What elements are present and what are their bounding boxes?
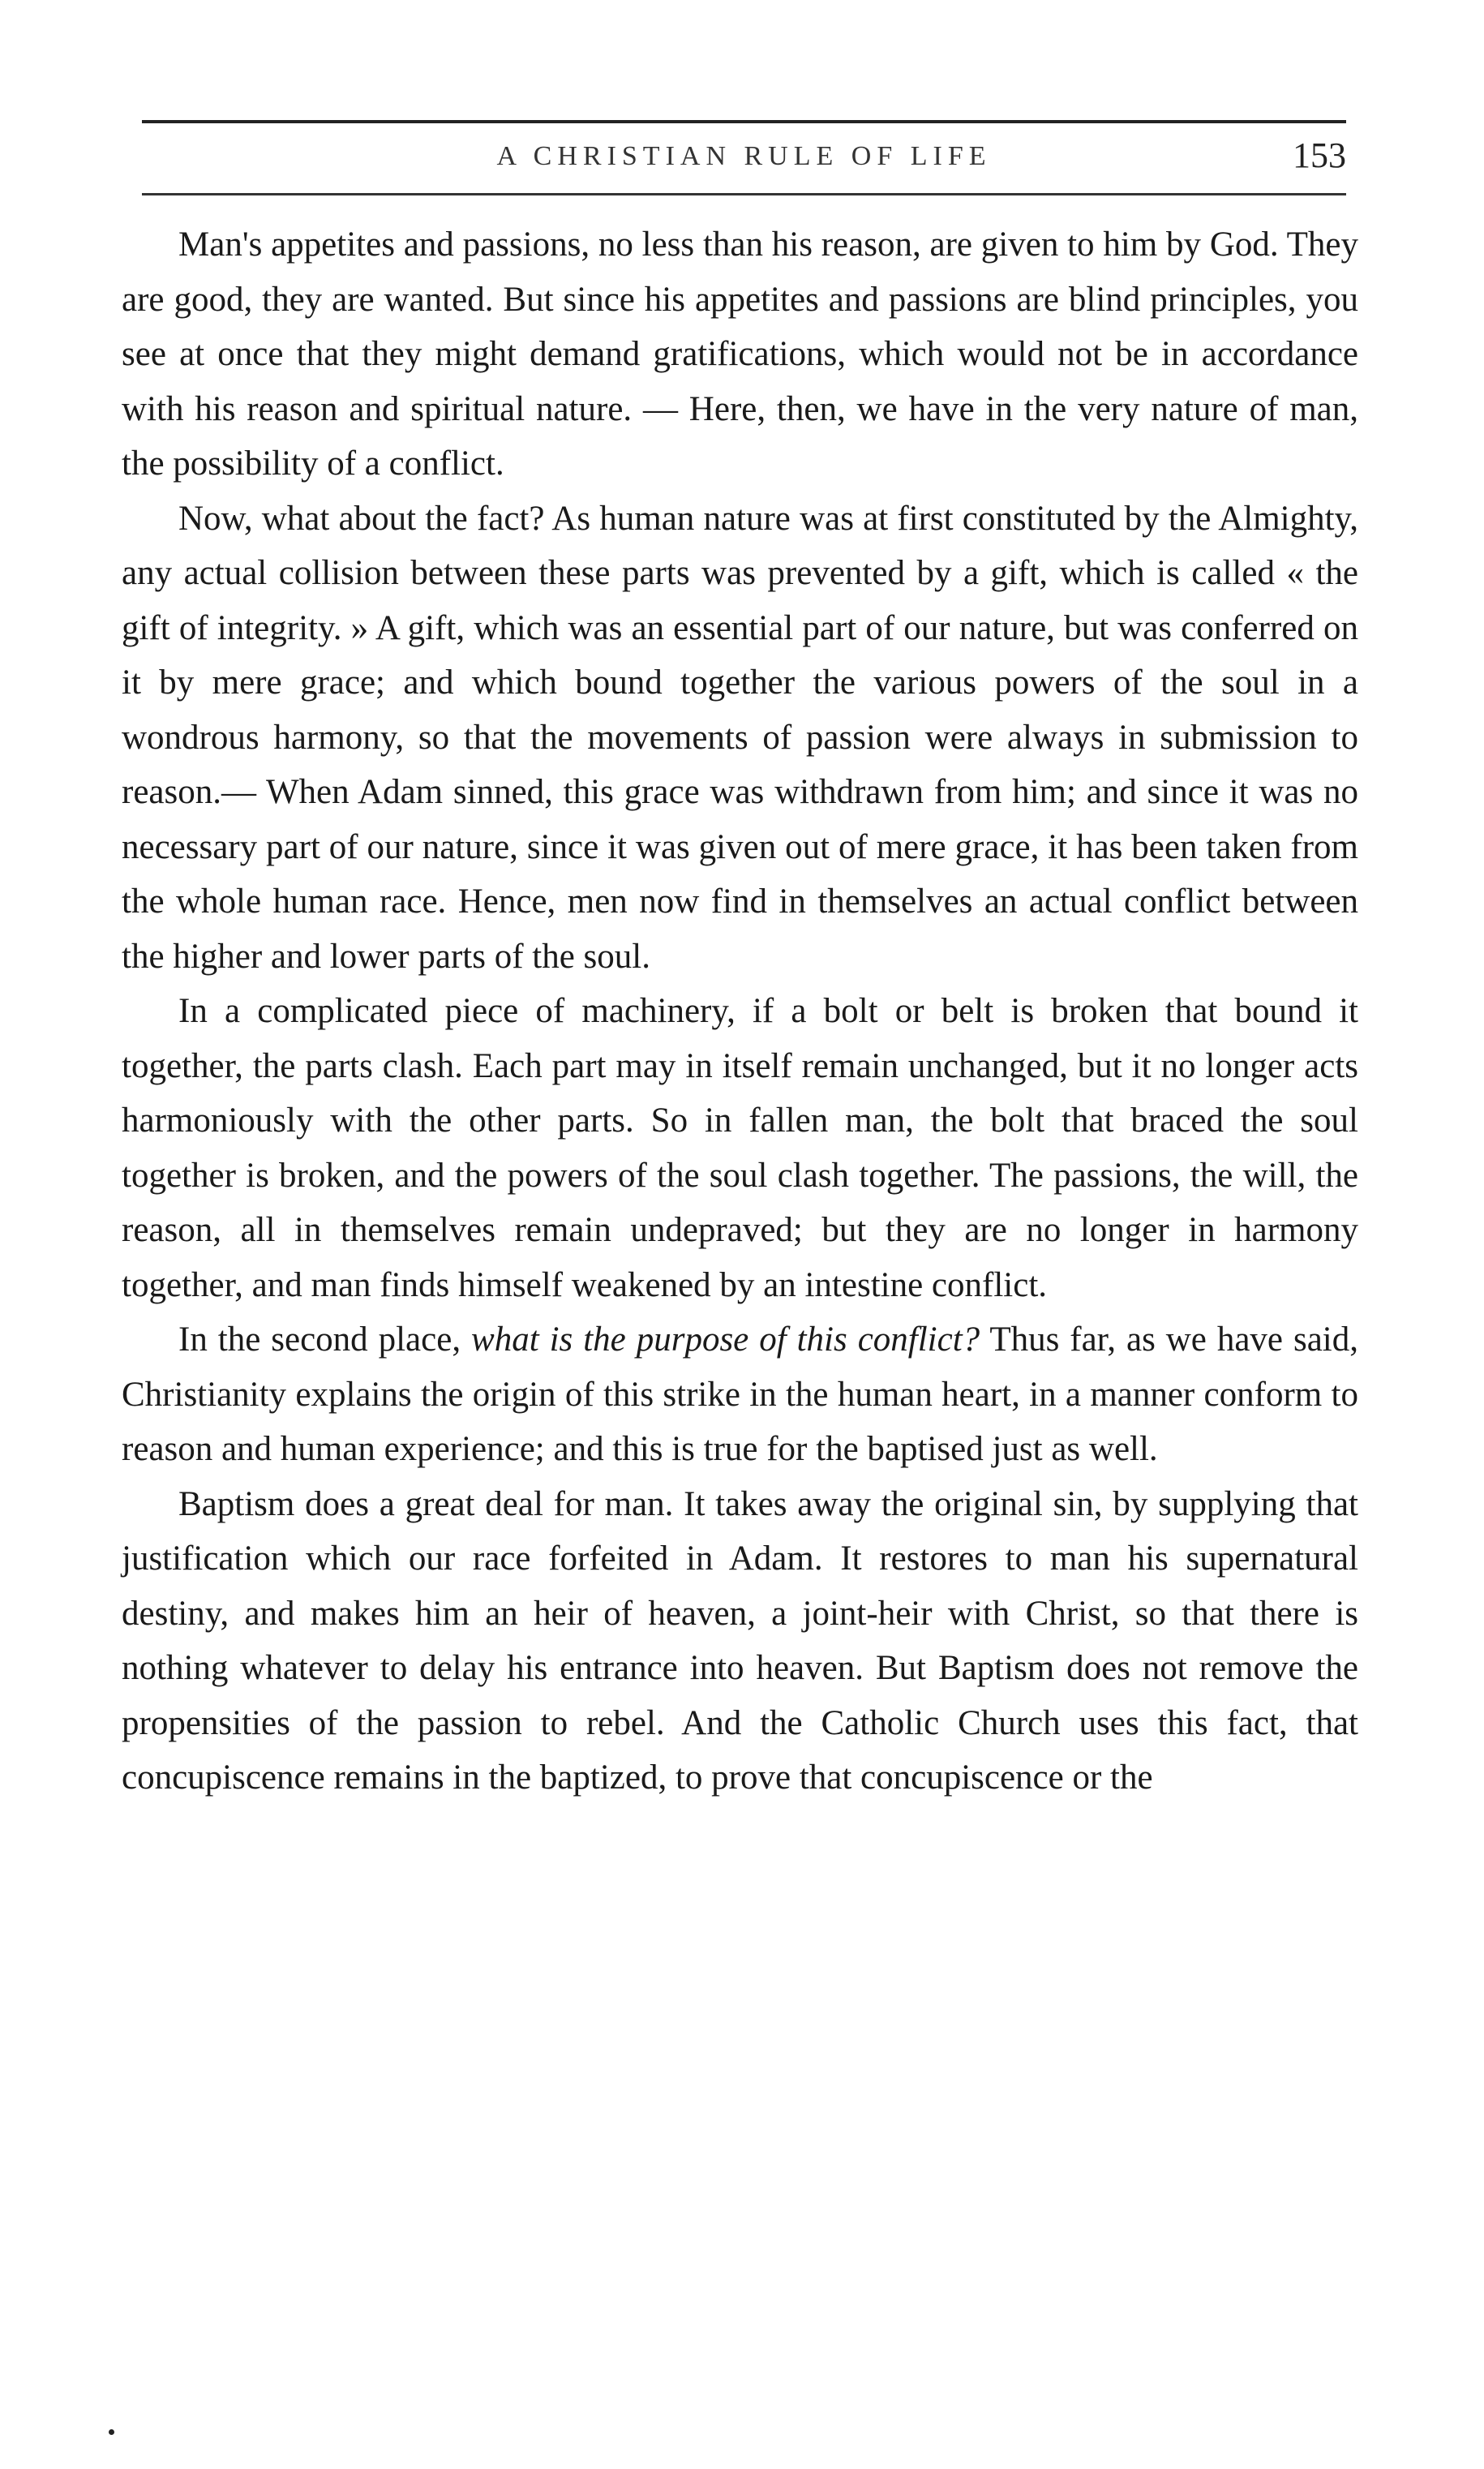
paragraph-1: Man's appetites and passions, no less than his reason, are given to him by God. They are good, they are wanted. But since his appetites and passions are blind principles, you see at once that they might demand gratifications, which would not be in accordance with his reason and spiritual nature. — Here, then, we have in the very nature of man, the possibility of a conflict.	[122, 225, 1358, 483]
body-text	[122, 217, 1358, 1806]
page-number: 153	[1293, 135, 1346, 175]
paragraph-4-lead: In the second place,	[178, 1320, 472, 1359]
paragraph-4-rest: Thus far, as we have said, Christianity explains the origin of this strike in the human heart, in a manner conform to reason and human experience; and this is true for the baptised just as well.	[122, 1320, 1358, 1468]
margin-dot	[109, 2429, 114, 2435]
paragraph-4-italic-question: what is the purpose of this conflict?	[471, 1320, 980, 1359]
running-title: A CHRISTIAN RULE OF LIFE	[496, 141, 992, 171]
page-header	[142, 131, 1346, 188]
paragraph-4	[122, 1312, 1358, 1477]
paragraph-5: Baptism does a great deal for man. It takes away the original sin, by supplying that justification which our race forfeited in Adam. It restores to man his supernatural destiny, and makes him an heir of heaven, a joint-heir with Christ, so that there is nothing whatever to delay his entrance into heaven. But Baptism does not remove the propensities of the passion to rebel. And the Catholic Church uses this fact, that concupiscence remains in the baptized, to prove that concupiscence or the	[122, 1484, 1358, 1797]
paragraph-2: Now, what about the fact? As human nature was at first constituted by the Almighty, any actual collision between these parts was prevented by a gift, which is called « the gift of integrity. » A gift, which was an essential part of our nature, but was conferred on it by mere grace; and which bound together the various powers of the soul in a wondrous harmony, so that the movements of passion were always in submission to reason.— When Adam sinned, this grace was withdrawn from him; and since it was no necessary part of our nature, since it was given out of mere grace, it has been taken from the whole human race. Hence, men now find in themselves an actual conflict between the higher and lower parts of the soul.	[122, 499, 1358, 976]
paragraph-3: In a complicated piece of machinery, if a bolt or belt is broken that bound it together, the parts clash. Each part may in itself remain unchanged, but it no longer acts harmoniously with the other parts. So in fallen man, the bolt that braced the soul together is broken, and the powers of the soul clash together. The passions, the will, the reason, all in themselves remain undepraved; but they are no longer in harmony together, and man finds himself weakened by an intestine conflict.	[122, 992, 1358, 1304]
header-bottom-rule	[142, 193, 1346, 195]
header-top-rule	[142, 120, 1346, 123]
